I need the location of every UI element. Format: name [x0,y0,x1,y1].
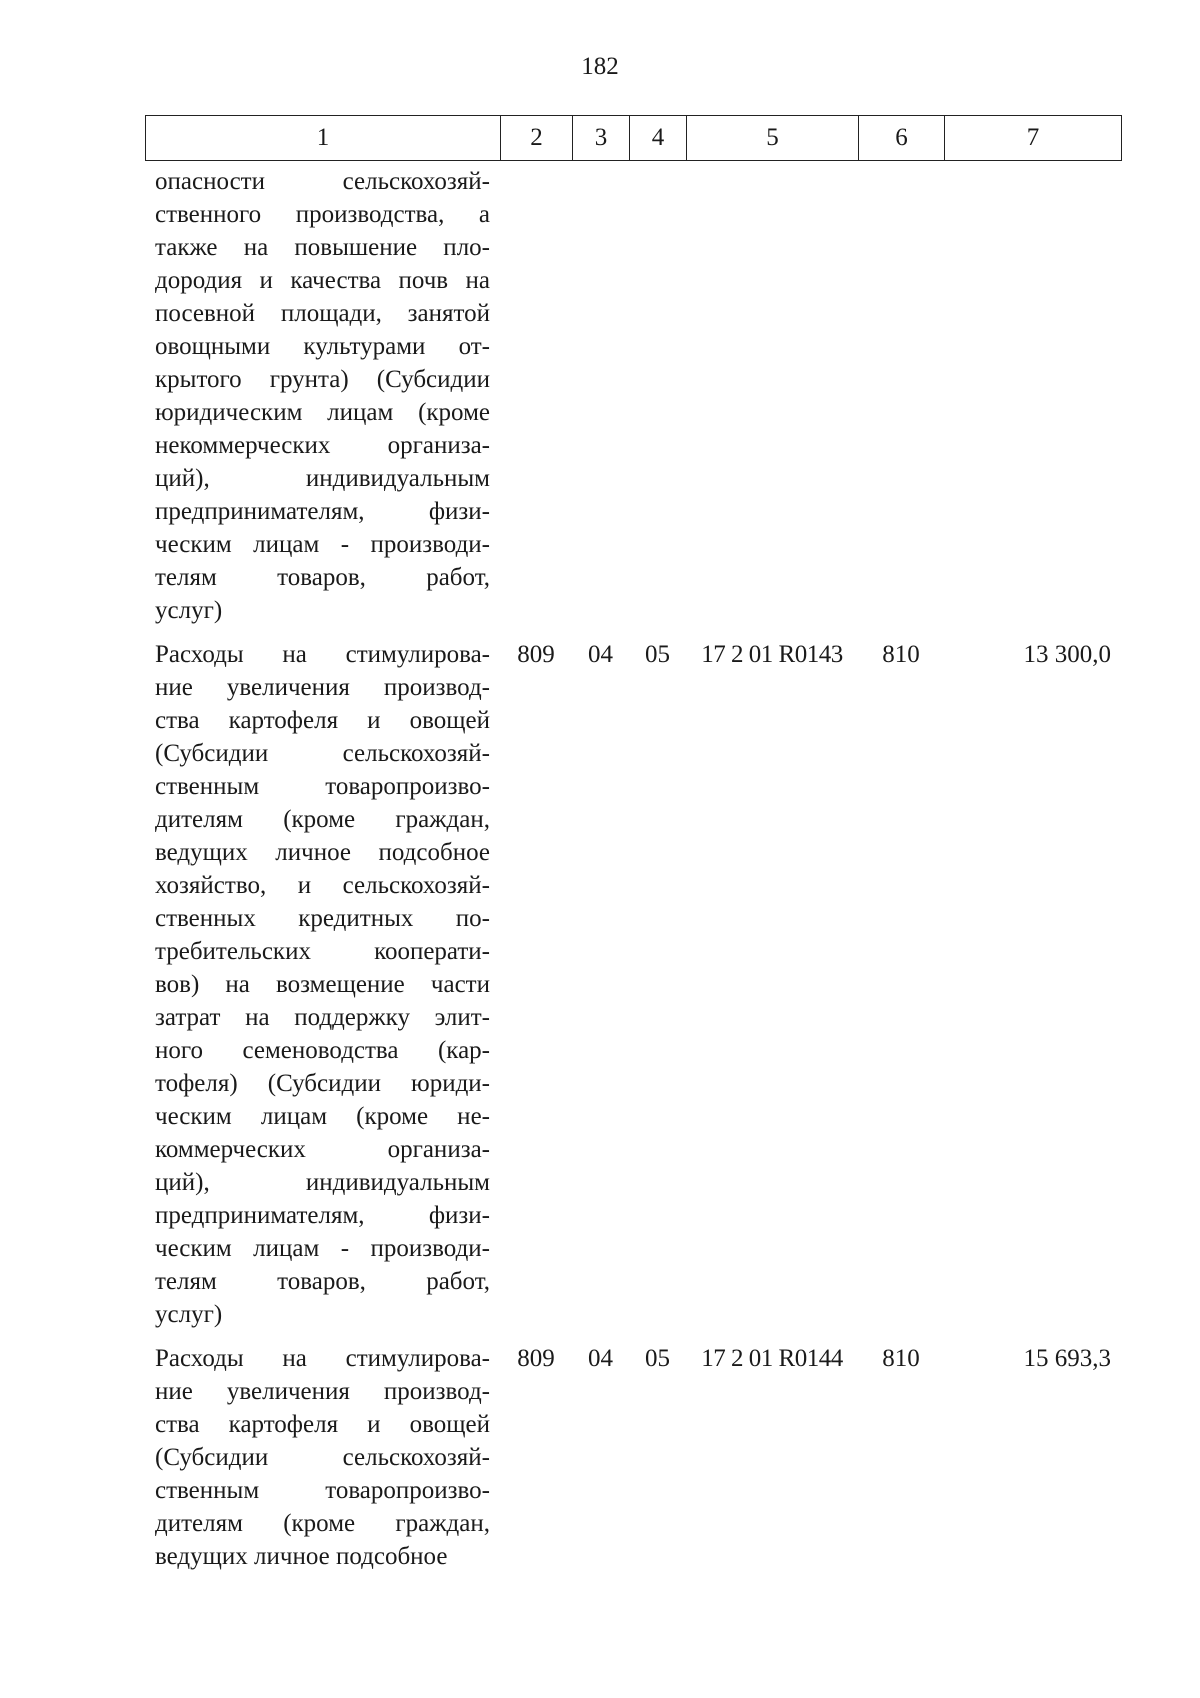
description-line: ственным товаропроизво- [155,773,490,800]
table-row [145,1342,1121,1573]
row-subsection: 05 [645,641,670,668]
row-amount: 15 693,3 [1023,1345,1111,1372]
description-line: ственных кредитных по- [155,905,490,932]
description-line: посевной площади, занятой [155,300,490,327]
row-expense-type: 810 [882,641,920,668]
table-row [145,638,1121,1331]
row-expense-type: 810 [882,1345,920,1372]
header-col-7: 7 [945,116,1122,161]
description-line: ций), индивидуальным [155,1169,490,1196]
table-body [145,165,1121,1573]
description-line: юридическим лицам (кроме [155,399,490,426]
row-subsection: 05 [645,1345,670,1372]
description-line: предпринимателям, физи- [155,1202,490,1229]
row-target-article: 17 2 01 R0143 [701,641,843,668]
description-line: предпринимателям, физи- [155,498,490,525]
description-line: услуг) [155,1301,223,1328]
description-line: ческим лицам - производи- [155,1235,490,1262]
description-line: Расходы на стимулирова- [155,641,490,668]
row-description [145,1342,500,1573]
description-line: дителям (кроме граждан, [155,806,490,833]
description-line: услуг) [155,597,223,624]
header-col-4: 4 [630,116,687,161]
description-line: также на повышение пло- [155,234,490,261]
header-col-1: 1 [146,116,501,161]
row-section: 04 [588,1345,613,1372]
description-line: тофеля) (Субсидии юриди- [155,1070,490,1097]
row-ministry-code: 809 [517,1345,555,1372]
description-line: опасности сельскохозяй- [155,168,490,195]
description-line: (Субсидии сельскохозяй- [155,1444,490,1471]
description-line: ческим лицам (кроме не- [155,1103,490,1130]
row-section: 04 [588,641,613,668]
row-amount: 13 300,0 [1023,641,1111,668]
description-line: телям товаров, работ, [155,1268,490,1295]
header-row [146,116,1122,161]
description-line: коммерческих организа- [155,1136,490,1163]
description-line: затрат на поддержку элит- [155,1004,490,1031]
description-line: (Субсидии сельскохозяй- [155,740,490,767]
table-row [145,165,1121,627]
description-line: некоммерческих организа- [155,432,490,459]
header-col-3: 3 [573,116,630,161]
description-line: овощными культурами от- [155,333,490,360]
description-line: дородия и качества почв на [155,267,490,294]
header-col-6: 6 [859,116,945,161]
description-line: ние увеличения производ- [155,1378,490,1405]
description-line: телям товаров, работ, [155,564,490,591]
description-line: требительских кооперати- [155,938,490,965]
description-line: ведущих личное подсобное [155,839,490,866]
row-ministry-code: 809 [517,641,555,668]
description-line: ства картофеля и овощей [155,1411,490,1438]
description-line: ций), индивидуальным [155,465,490,492]
description-line: ческим лицам - производи- [155,531,490,558]
header-col-2: 2 [501,116,573,161]
description-line: ственного производства, а [155,201,490,228]
header-col-5: 5 [687,116,859,161]
description-line: ного семеноводства (кар- [155,1037,490,1064]
row-target-article: 17 2 01 R0144 [701,1345,843,1372]
description-line: ственным товаропроизво- [155,1477,490,1504]
description-line: ние увеличения производ- [155,674,490,701]
description-line: ства картофеля и овощей [155,707,490,734]
table-header [145,115,1122,161]
description-line: ведущих личное подсобное [155,1543,448,1570]
description-line: дителям (кроме граждан, [155,1510,490,1537]
description-line: Расходы на стимулирова- [155,1345,490,1372]
description-line: хозяйство, и сельскохозяй- [155,872,490,899]
description-line: крытого грунта) (Субсидии [155,366,490,393]
description-line: вов) на возмещение части [155,971,490,998]
page-number: 182 [581,53,619,80]
row-description [145,165,500,627]
row-description [145,638,500,1331]
